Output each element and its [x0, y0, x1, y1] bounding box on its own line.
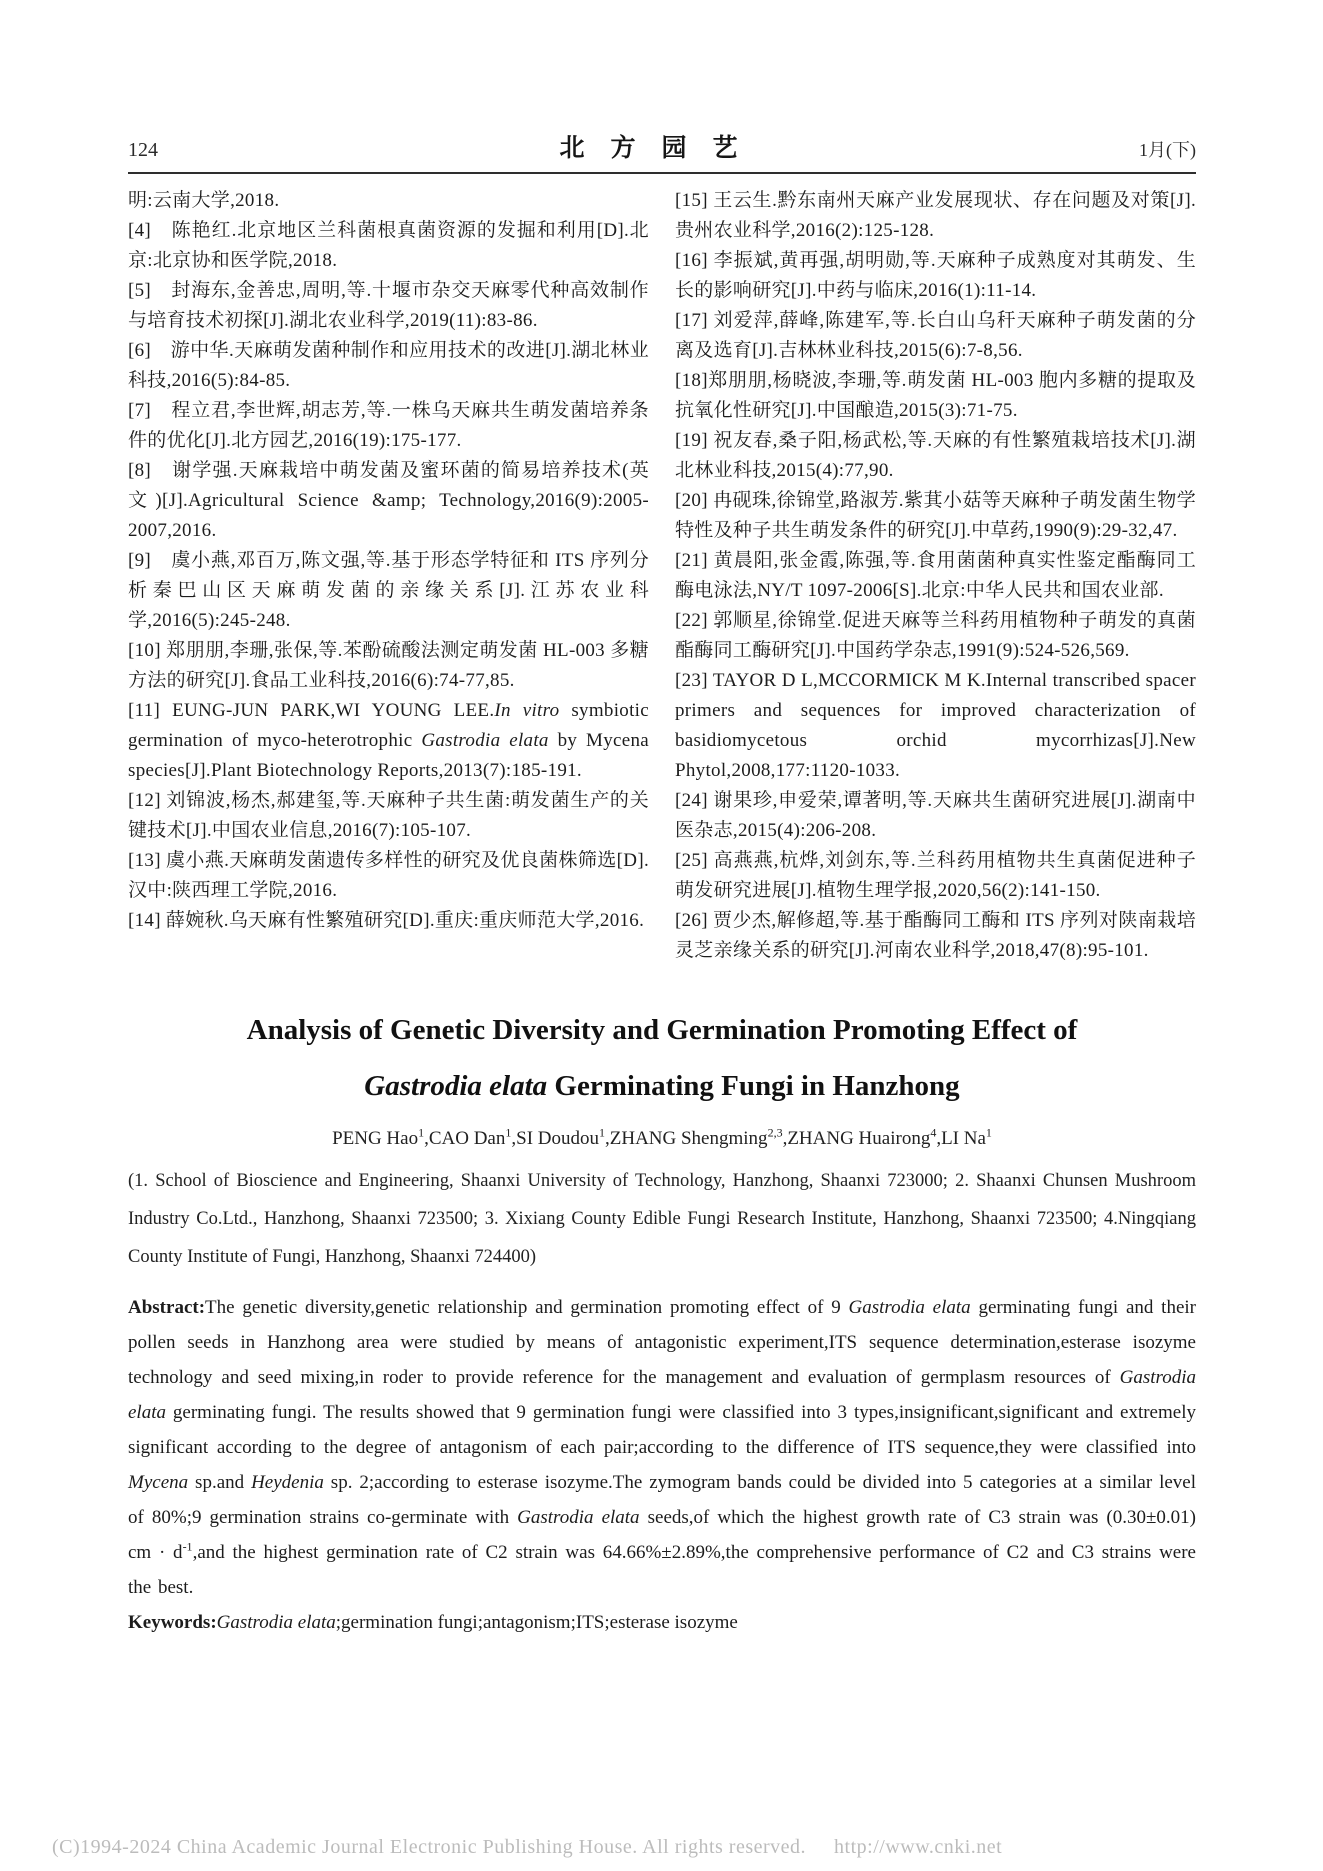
text-segment: ,LI Na [936, 1128, 986, 1149]
cnki-url: http://www.cnki.net [834, 1836, 1003, 1858]
keywords-line [128, 1605, 1196, 1640]
reference-item [128, 636, 649, 696]
text-segment: [21] 黄晨阳,张金霞,陈强,等.食用菌菌种真实性鉴定酯酶同工酶电泳法,NY/T 1097-2006[S].北京:中华人民共和国农业部. [675, 550, 1196, 601]
reference-item [128, 336, 649, 396]
keywords-body [217, 1612, 738, 1633]
text-segment: [10] 郑朋朋,李珊,张保,等.苯酚硫酸法测定萌发菌 HL-003 多糖方法的研究[J].食品工业科技,2016(6):74-77,85. [128, 640, 649, 691]
copyright-watermark [52, 1836, 1002, 1859]
italic-text: Heydenia [251, 1472, 324, 1493]
reference-item [675, 366, 1196, 426]
text-segment: [15] 王云生.黔东南州天麻产业发展现状、存在问题及对策[J].贵州农业科学,2016(2):125-128. [675, 190, 1196, 241]
issue-label: 1月(下) [1138, 140, 1196, 160]
references-section [128, 186, 1196, 966]
authors-line [128, 1125, 1196, 1150]
reference-item [675, 846, 1196, 906]
reference-item [675, 906, 1196, 966]
italic-text: Gastrodia elata [848, 1297, 971, 1318]
text-segment: [6] 游中华.天麻萌发菌种制作和应用技术的改进[J].湖北林业科技,2016(5):84-85. [128, 340, 649, 391]
reference-item [128, 276, 649, 336]
italic-text: Gastrodia elata [128, 1367, 1196, 1423]
text-segment: [22] 郭顺星,徐锦堂.促进天麻等兰科药用植物种子萌发的真菌酯酶同工酶研究[J].中国药学杂志,1991(9):524-526,569. [675, 610, 1196, 661]
text-segment: [19] 祝友春,桑子阳,杨武松,等.天麻的有性繁殖栽培技术[J].湖北林业科技,2015(4):77,90. [675, 430, 1196, 481]
reference-item [675, 786, 1196, 846]
text-segment: germinating fungi and their pollen seeds in Hanzhong area were studied by means of antagonistic experiment,ITS sequence determination,esterase isozyme technology and seed mixing,in roder to provide reference for the management and evaluation of germplasm resources of [128, 1297, 1196, 1388]
text-segment: seeds,of which the highest growth rate of C3 strain was (0.30±0.01) cm · d [128, 1507, 1197, 1563]
header-divider [128, 172, 1196, 174]
text-segment: [12] 刘锦波,杨杰,郝建玺,等.天麻种子共生菌:萌发菌生产的关键技术[J].中国农业信息,2016(7):105-107. [128, 790, 649, 841]
text-segment: sp.and [188, 1472, 252, 1493]
reference-item [128, 696, 649, 786]
text-segment: [23] TAYOR D L,MCCORMICK M K.Internal transcribed spacer primers and sequences for improved characterization of basidiomycetous orchid mycorrhizas[J].New Phytol,2008,177:1120-1033. [675, 670, 1196, 781]
text-segment: [26] 贾少杰,解修超,等.基于酯酶同工酶和 ITS 序列对陕南栽培灵芝亲缘关系的研究[J].河南农业科学,2018,47(8):95-101. [675, 910, 1196, 961]
references-column-left [128, 186, 649, 966]
text-segment: symbiotic germination of myco-heterotrophic [128, 700, 649, 751]
text-segment: ;germination fungi;antagonism;ITS;esterase isozyme [335, 1612, 738, 1633]
reference-item [128, 546, 649, 636]
abstract-body [128, 1297, 1196, 1598]
reference-item [675, 186, 1196, 246]
text-segment: ,ZHANG Huairong [782, 1128, 931, 1149]
affiliations: (1. School of Bioscience and Engineering, Shaanxi University of Technology, Hanzhong, Shaanxi 723000; 2. Shaanxi Chunsen Mushroom Industry Co.Ltd., Hanzhong, Shaanxi 723500; 3. Xixiang County Edible Fungi Research Institute, Hanzhong, Shaanxi 723500; 4.Ningqiang County Institute of Fungi, Hanzhong, Shaanxi 724400) [128, 1171, 1196, 1267]
text-segment: [5] 封海东,金善忠,周明,等.十堰市杂交天麻零代种高效制作与培育技术初探[J].湖北农业科学,2019(11):83-86. [128, 280, 649, 331]
reference-item [675, 546, 1196, 606]
reference-item [675, 486, 1196, 546]
superscript-text: 4 [930, 1125, 937, 1140]
text-segment: ,SI Doudou [511, 1128, 599, 1149]
text-segment: ,ZHANG Shengming [605, 1128, 768, 1149]
article-title-line-2 [128, 1058, 1196, 1114]
copyright-text: (C)1994-2024 China Academic Journal Electronic Publishing House. All rights reserved. [52, 1836, 807, 1858]
text-segment: [18]郑朋朋,杨晓波,李珊,等.萌发菌 HL-003 胞内多糖的提取及抗氧化性研究[J].中国酿造,2015(3):71-75. [675, 370, 1196, 421]
references-column-right [675, 186, 1196, 966]
superscript-text: 1 [505, 1125, 512, 1140]
reference-item [128, 846, 649, 906]
reference-item [128, 906, 649, 936]
superscript-text: 1 [418, 1125, 425, 1140]
text-segment: [9] 虞小燕,邓百万,陈文强,等.基于形态学特征和 ITS 序列分析秦巴山区天麻萌发菌的亲缘关系[J].江苏农业科学,2016(5):245-248. [128, 550, 649, 631]
page-header [128, 128, 1196, 164]
italic-text: In vitro [494, 700, 560, 721]
text-segment: [24] 谢果珍,申爱荣,谭著明,等.天麻共生菌研究进展[J].湖南中医杂志,2015(4):206-208. [675, 790, 1196, 841]
text-segment: ,CAO Dan [424, 1128, 506, 1149]
reference-item [675, 666, 1196, 786]
text-segment: [8] 谢学强.天麻栽培中萌发菌及蜜环菌的简易培养技术(英文)[J].Agricultural Science &amp; Technology,2016(9):2005-2007,2016. [128, 460, 649, 541]
superscript-text: 1 [599, 1125, 605, 1140]
page-number: 124 [128, 139, 158, 161]
text-segment: [11] EUNG-JUN PARK,WI YOUNG LEE. [128, 700, 495, 721]
article-title [128, 1002, 1196, 1114]
text-segment: PENG Hao [332, 1128, 419, 1149]
italic-text: Mycena [128, 1472, 189, 1493]
text-segment: sp. 2;according to esterase isozyme.The zymogram bands could be divided into 5 categories at a similar level of 80%;9 germination strains co-germinate with [128, 1472, 1196, 1528]
text-segment: [14] 薛婉秋.乌天麻有性繁殖研究[D].重庆:重庆师范大学,2016. [128, 910, 645, 931]
italic-text: Gastrodia elata [364, 1070, 548, 1102]
reference-item [128, 456, 649, 546]
reference-item [128, 186, 649, 216]
reference-item [675, 246, 1196, 306]
abstract-paragraph [128, 1290, 1196, 1605]
keywords-label: Keywords: [128, 1612, 217, 1633]
reference-item [675, 426, 1196, 486]
article-title-line-1: Analysis of Genetic Diversity and Germination Promoting Effect of [246, 1014, 1078, 1046]
reference-item [128, 216, 649, 276]
text-segment: [25] 高燕燕,杭烨,刘剑东,等.兰科药用植物共生真菌促进种子萌发研究进展[J].植物生理学报,2020,56(2):141-150. [675, 850, 1196, 901]
superscript-text: 1 [985, 1125, 992, 1140]
text-segment: [16] 李振斌,黄再强,胡明勋,等.天麻种子成熟度对其萌发、生长的影响研究[J].中药与临床,2016(1):11-14. [675, 250, 1196, 301]
journal-title: 北方园艺 [559, 135, 764, 162]
superscript-text: 2,3 [767, 1125, 783, 1140]
italic-text: Gastrodia elata [517, 1507, 640, 1528]
reference-item [128, 786, 649, 846]
page-content [128, 0, 1196, 1640]
text-segment: [13] 虞小燕.天麻萌发菌遗传多样性的研究及优良菌株筛选[D].汉中:陕西理工学院,2016. [128, 850, 649, 901]
text-segment: [4] 陈艳红.北京地区兰科菌根真菌资源的发掘和利用[D].北京:北京协和医学院,2018. [128, 220, 649, 271]
abstract-label: Abstract: [128, 1297, 206, 1318]
reference-item [675, 306, 1196, 366]
text-segment: [7] 程立君,李世辉,胡志芳,等.一株乌天麻共生萌发菌培养条件的优化[J].北方园艺,2016(19):175-177. [128, 400, 649, 451]
text-segment: The genetic diversity,genetic relationship and germination promoting effect of 9 [205, 1297, 849, 1318]
text-segment: ,and the highest germination rate of C2 strain was 64.66%±2.89%,the comprehensive performance of C2 and C3 strains were the best. [128, 1542, 1196, 1598]
italic-text: Gastrodia elata [421, 730, 549, 751]
text-segment: 明:云南大学,2018. [128, 190, 280, 211]
text-segment: Germinating Fungi in Hanzhong [547, 1070, 960, 1102]
superscript-text: -1 [182, 1539, 193, 1554]
text-segment: by Mycena species[J].Plant Biotechnology Reports,2013(7):185-191. [128, 730, 650, 781]
text-segment: [17] 刘爱萍,薛峰,陈建军,等.长白山乌秆天麻种子萌发菌的分离及选育[J].吉林林业科技,2015(6):7-8,56. [675, 310, 1196, 361]
italic-text: Gastrodia elata [216, 1612, 336, 1633]
text-segment: germinating fungi. The results showed that 9 germination fungi were classified into 3 types,insignificant,significant and extremely significant according to the degree of antagonism of each pair;according to the difference of ITS sequence,they were classified into [128, 1402, 1196, 1458]
reference-item [675, 606, 1196, 666]
text-segment: [20] 冉砚珠,徐锦堂,路淑芳.紫萁小菇等天麻种子萌发菌生物学特性及种子共生萌发条件的研究[J].中草药,1990(9):29-32,47. [675, 490, 1196, 541]
reference-item [128, 396, 649, 456]
